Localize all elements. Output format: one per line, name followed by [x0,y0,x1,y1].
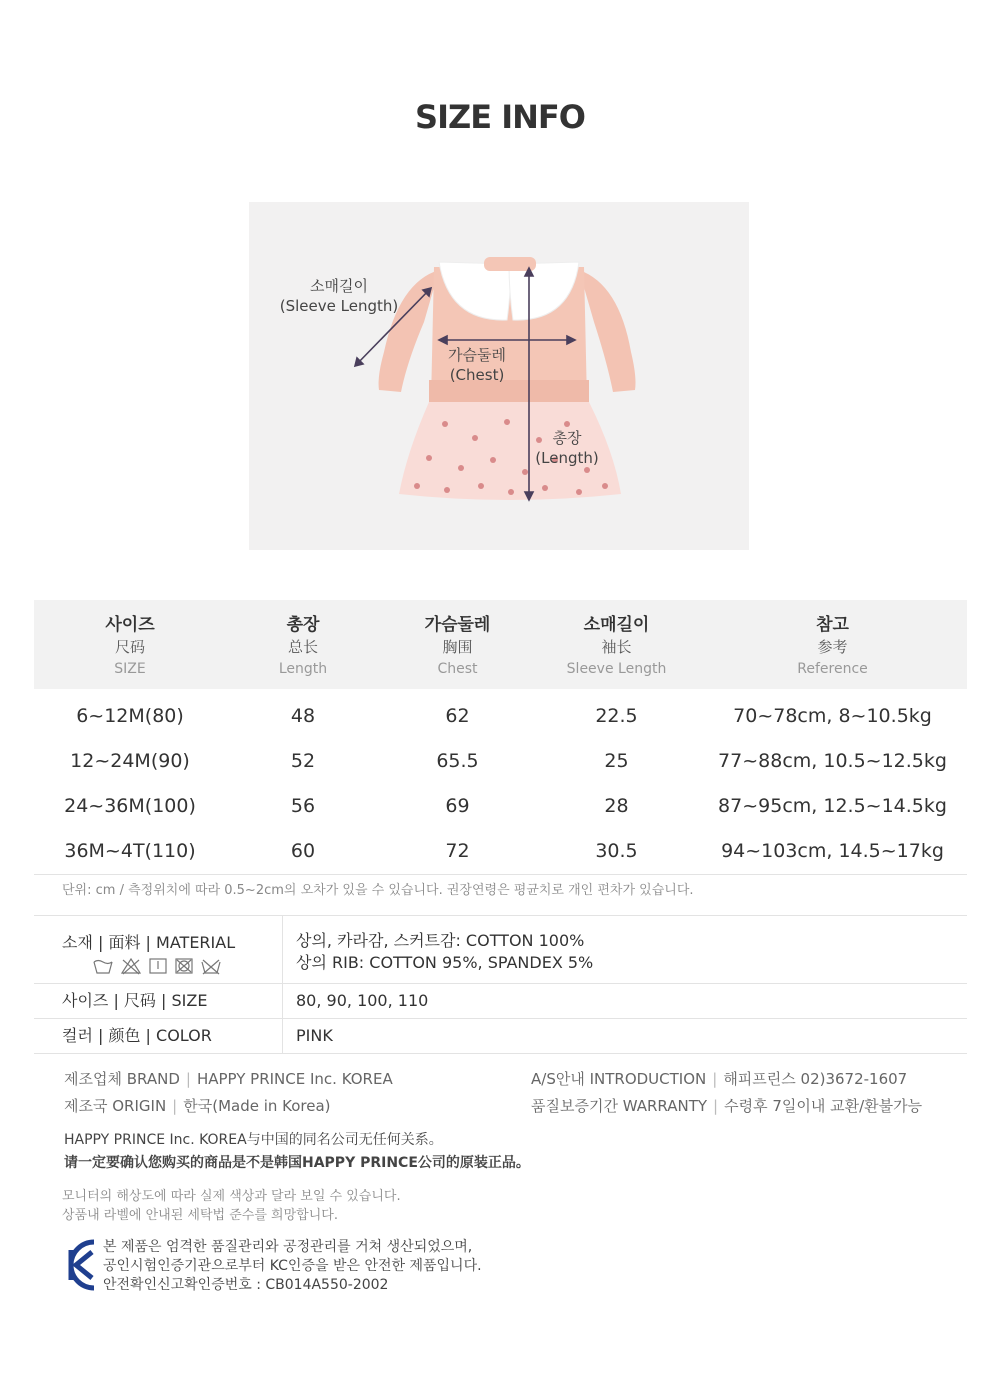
origin-label: 제조국 ORIGIN [64,1097,167,1115]
header-length: 총장 总长 Length [278,615,328,677]
dry-icon [148,957,168,975]
cell-reference: 87~95cm, 12.5~14.5kg [718,794,947,817]
right-sleeve [579,270,636,392]
cell-sleeve: 30.5 [595,839,638,862]
warranty-value: 수령후 7일이내 교환/환불가능 [724,1097,923,1115]
cell-length: 60 [290,839,316,862]
kc-mark-icon [62,1238,98,1292]
as-label: A/S안내 INTRODUCTION [531,1070,707,1088]
brand-label: 제조업체 BRAND [64,1070,180,1088]
color-info-row [34,1019,967,1053]
care-icons [62,957,282,975]
no-tumble-dry-icon [174,957,194,975]
table-row [34,693,967,738]
cn-notice-line-1: HAPPY PRINCE Inc. KOREA与中国的同名公司无任何关系。 [64,1132,443,1148]
divider [34,874,967,875]
no-bleach-icon [120,957,142,975]
cell-reference: 77~88cm, 10.5~12.5kg [718,749,947,772]
as-info: A/S안내 INTRODUCTION | 해피프린스 02)3672-1607 [531,1070,908,1088]
cn-notice-line-2: 请一定要确认您购买的商品是不是韩国HAPPY PRINCE公司的原装正品。 [64,1155,530,1171]
kc-mark [62,1238,98,1296]
chest-label: 가슴둘레 (Chest) [448,346,506,384]
as-value: 해피프린스 02)3672-1607 [723,1070,908,1088]
warranty-info: 품질보증기간 WARRANTY | 수령후 7일이내 교환/환불가능 [531,1097,923,1115]
cell-length: 52 [290,749,316,772]
cell-chest: 65.5 [436,749,479,772]
header-size: 사이즈 尺码 SIZE [105,615,155,677]
color-info-value: PINK [296,1026,333,1045]
kc-notice: 본 제품은 엄격한 품질관리와 공정관리를 거쳐 생산되었으며, 공인시험인증기관으로부터 KC인증을 받은 안전한 제품입니다. 안전확인신고확인증번호 : CB014A550-2002 [103,1239,482,1293]
material-value [283,916,593,983]
wash-icon [92,957,114,975]
header-sleeve: 소매길이 袖长 Sleeve Length [566,615,667,677]
cell-chest: 69 [445,794,470,817]
cell-chest: 62 [445,704,470,727]
cell-sleeve: 25 [604,749,629,772]
no-dry-clean-icon [200,957,222,975]
material-line-2: 상의 RIB: COTTON 95%, SPANDEX 5% [296,953,594,972]
measurement-note: 단위: cm / 측정위치에 따라 0.5~2cm의 오차가 있을 수 있습니다. 권장연령은 평균치로 개인 편차가 있습니다. [62,883,694,898]
warranty-label: 품질보증기간 WARRANTY [531,1097,708,1115]
divider [34,1053,967,1054]
monitor-notice: 모니터의 해상도에 따라 실제 색상과 달라 보일 수 있습니다. 상품내 라벨에 안내된 세탁법 준수를 희망합니다. [62,1189,401,1223]
origin-value: 한국(Made in Korea) [183,1097,331,1115]
size-info-label: 사이즈 | 尺码 | SIZE [34,984,283,1018]
cell-sleeve: 28 [604,794,629,817]
cell-sleeve: 22.5 [595,704,638,727]
material-label: 소재 | 面料 | MATERIAL [62,933,236,952]
sleeve-label: 소매길이 (Sleeve Length) [279,277,399,315]
cell-size: 6~12M(80) [76,704,184,727]
cell-length: 56 [290,794,316,817]
cell-length: 48 [290,704,316,727]
material-row [34,916,967,983]
table-row [34,783,967,828]
cell-size: 24~36M(100) [64,794,196,817]
table-row [34,738,967,783]
cell-size: 12~24M(90) [70,749,190,772]
brand-info: 제조업체 BRAND | HAPPY PRINCE Inc. KOREA [64,1070,393,1088]
cell-chest: 72 [445,839,470,862]
material-label-cell [34,916,283,983]
brand-value: HAPPY PRINCE Inc. KOREA [196,1070,393,1088]
header-reference: 참고 参考 Reference [797,615,868,677]
material-line-1: 상의, 카라감, 스커트감: COTTON 100% [296,931,585,950]
origin-info: 제조국 ORIGIN | 한국(Made in Korea) [64,1097,331,1115]
size-table [34,600,967,873]
table-header [34,600,967,689]
size-info-row [34,984,967,1018]
size-info-value: 80, 90, 100, 110 [296,991,429,1010]
cell-size: 36M~4T(110) [64,839,196,862]
header-chest: 가슴둘레 胸围 Chest [424,615,491,677]
product-photo [249,202,749,550]
cell-reference: 70~78cm, 8~10.5kg [733,704,932,727]
color-info-label: 컬러 | 颜色 | COLOR [34,1019,283,1053]
table-row [34,828,967,873]
page-title: SIZE INFO [415,98,585,136]
cell-reference: 94~103cm, 14.5~17kg [721,839,944,862]
length-label: 총장 (Length) [535,429,599,467]
